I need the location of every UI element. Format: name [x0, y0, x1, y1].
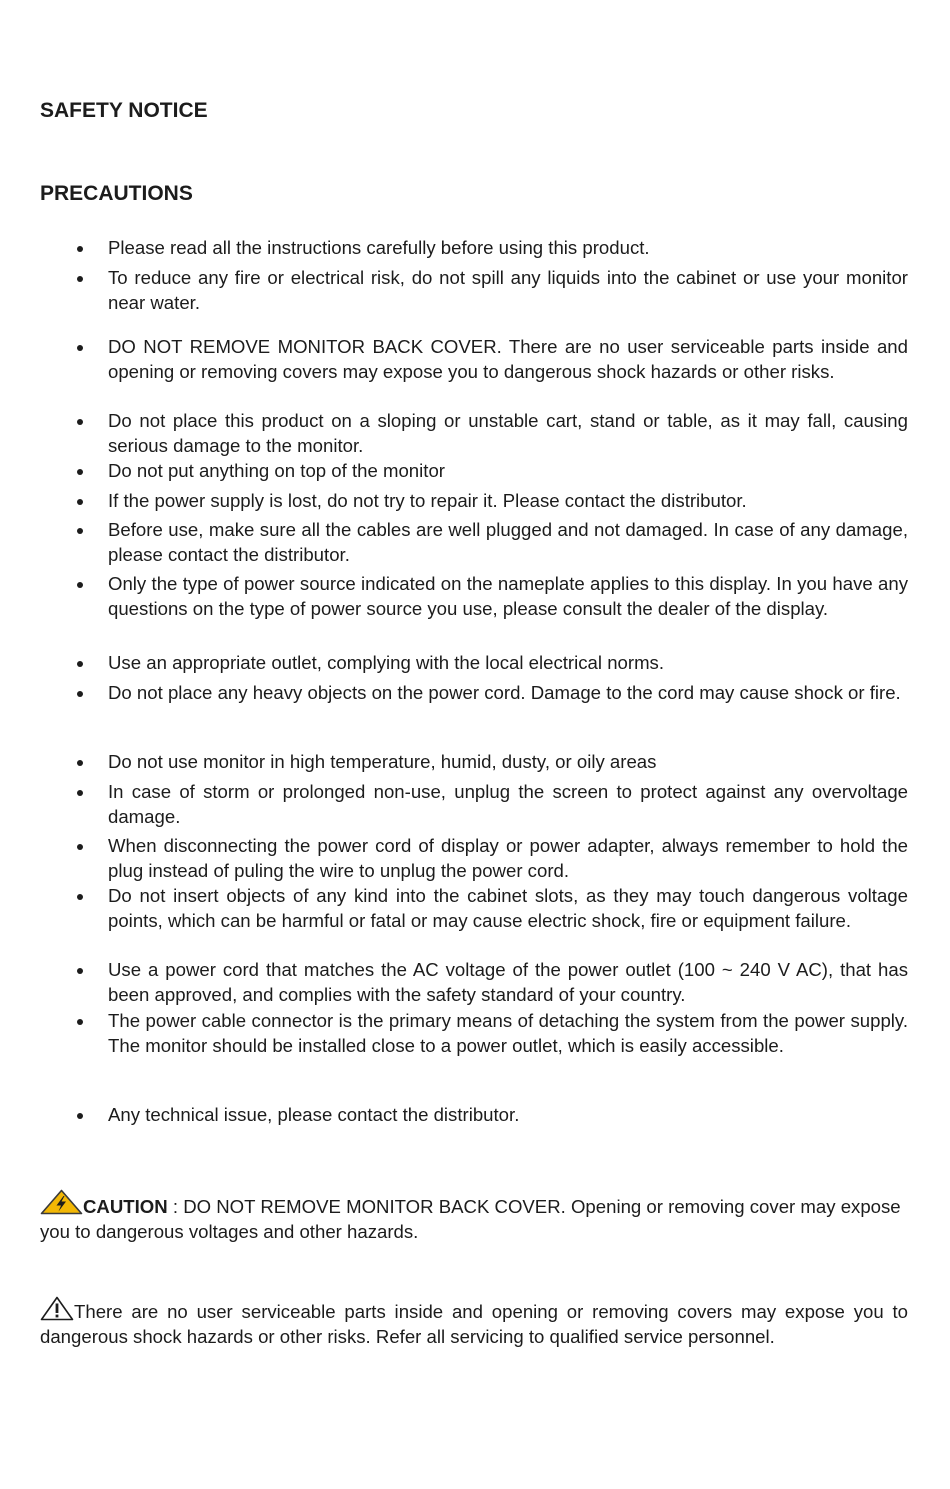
- bullet-icon: [77, 691, 83, 697]
- list-item: [108, 681, 908, 706]
- list-item-text: Do not place this product on a sloping or unstable cart, stand or table, as it may fall, causing serious damage to the monitor.: [108, 410, 908, 456]
- list-item-text: Any technical issue, please contact the distributor.: [108, 1104, 520, 1125]
- list-item-text: When disconnecting the power cord of display or power adapter, always remember to hold the plug instead of puling the wire to unplug the power cord.: [108, 835, 908, 881]
- caution-label: CAUTION: [83, 1196, 168, 1217]
- list-item-text: Do not place any heavy objects on the power cord. Damage to the cord may cause shock or fire.: [108, 682, 901, 703]
- list-item-text: Use an appropriate outlet, complying with the local electrical norms.: [108, 652, 665, 673]
- list-item-text: Please read all the instructions carefully before using this product.: [108, 237, 650, 258]
- list-item-text: The power cable connector is the primary means of detaching the system from the power supply. The monitor should be installed close to a power outlet, which is easily accessible.: [108, 1010, 908, 1056]
- bullet-icon: [77, 345, 83, 351]
- list-item: [108, 266, 908, 315]
- bullet-icon: [77, 894, 83, 900]
- bullet-icon: [77, 499, 83, 505]
- list-item-text: Do not insert objects of any kind into the cabinet slots, as they may touch dangerous voltage points, which can be harmful or fatal or may cause electric shock, fire or equipment failure.: [108, 885, 908, 931]
- bullet-icon: [77, 760, 83, 766]
- list-item: [108, 572, 908, 621]
- list-item: [108, 1009, 908, 1058]
- bullet-icon: [77, 661, 83, 667]
- bullet-icon: [77, 276, 83, 282]
- bullet-icon: [77, 246, 83, 252]
- list-item-text: To reduce any fire or electrical risk, do not spill any liquids into the cabinet or use your monitor near water.: [108, 267, 908, 313]
- bullet-icon: [77, 528, 83, 534]
- list-item: [108, 1103, 908, 1128]
- bullet-icon: [77, 968, 83, 974]
- warning-notice: [40, 1296, 908, 1349]
- list-item-text: Use a power cord that matches the AC voltage of the power outlet (100 ~ 240 V AC), that has been approved, and complies with the safety standard of your country.: [108, 959, 908, 1005]
- caution-text: : DO NOT REMOVE MONITOR BACK COVER. Opening or removing cover may expose you to dangerous voltages and other hazards.: [40, 1196, 901, 1242]
- list-item: [108, 518, 908, 567]
- bullet-icon: [77, 419, 83, 425]
- bullet-icon: [77, 469, 83, 475]
- list-item: [108, 236, 908, 261]
- page-title: SAFETY NOTICE: [40, 99, 208, 122]
- list-item: [108, 409, 908, 458]
- list-item: [108, 335, 908, 384]
- bullet-icon: [77, 582, 83, 588]
- high-voltage-warning-icon: [40, 1189, 83, 1215]
- caution-notice: [40, 1189, 908, 1244]
- bullet-icon: [77, 790, 83, 796]
- list-item: [108, 459, 908, 484]
- bullet-icon: [77, 1113, 83, 1119]
- list-item-text: DO NOT REMOVE MONITOR BACK COVER. There are no user serviceable parts inside and opening or removing covers may expose you to dangerous shock hazards or other risks.: [108, 336, 908, 382]
- list-item-text: Do not use monitor in high temperature, humid, dusty, or oily areas: [108, 751, 657, 772]
- list-item: [108, 750, 908, 775]
- list-item: [108, 958, 908, 1007]
- list-item-text: Before use, make sure all the cables are well plugged and not damaged. In case of any damage, please contact the distributor.: [108, 519, 908, 565]
- list-item-text: Do not put anything on top of the monitor: [108, 460, 445, 481]
- list-item: [108, 884, 908, 933]
- bullet-icon: [77, 844, 83, 850]
- warning-text: There are no user serviceable parts inside and opening or removing covers may expose you to dangerous shock hazards or other risks. Refer all servicing to qualified service personnel.: [40, 1301, 908, 1347]
- list-item: [108, 780, 908, 829]
- precautions-heading: PRECAUTIONS: [40, 182, 193, 205]
- list-item-text: Only the type of power source indicated on the nameplate applies to this display. In you have any questions on the type of power source you use, please consult the dealer of the display.: [108, 573, 908, 619]
- list-item: [108, 834, 908, 883]
- list-item-text: In case of storm or prolonged non-use, unplug the screen to protect against any overvoltage damage.: [108, 781, 908, 827]
- list-item: [108, 651, 908, 676]
- exclamation-warning-icon: [40, 1296, 74, 1321]
- list-item-text: If the power supply is lost, do not try to repair it. Please contact the distributor.: [108, 490, 747, 511]
- list-item: [108, 489, 908, 514]
- bullet-icon: [77, 1019, 83, 1025]
